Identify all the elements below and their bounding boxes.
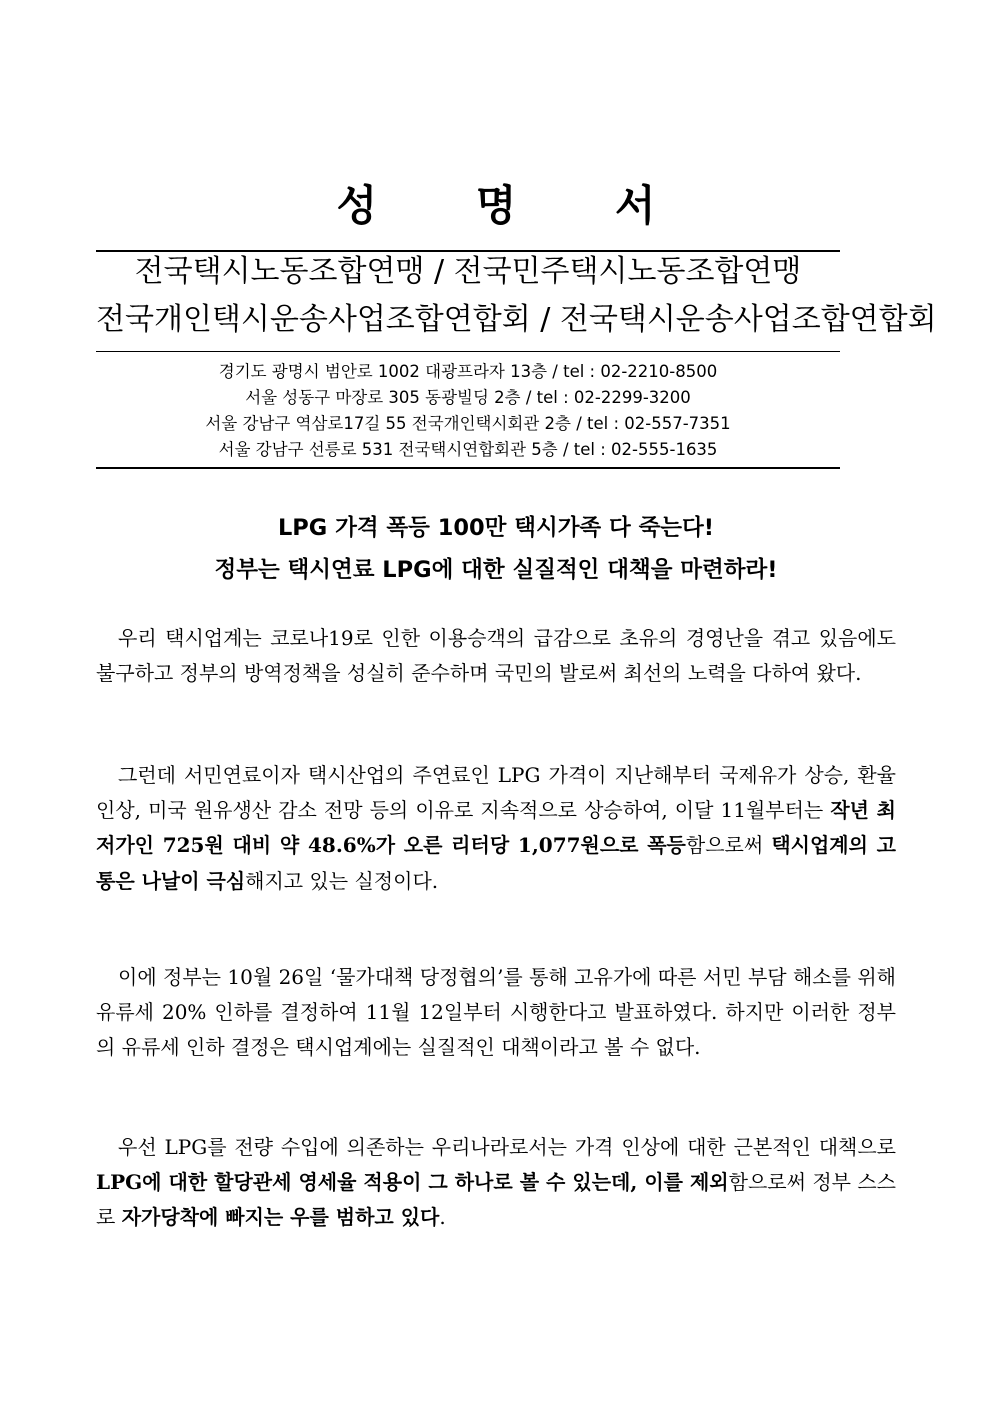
- paragraph-4-text-2: 함으로써 정부 스스로: [96, 1170, 897, 1230]
- paragraph-4: [96, 1130, 896, 1236]
- address-line-2: 서울 성동구 마장로 305 동광빌딩 2층 / tel : 02-2299-3200: [245, 388, 691, 407]
- paragraph-2-bold-2: 택시업계의 고통은 나날이 극심: [96, 833, 897, 893]
- paragraph-4-text-1: 우선 LPG를 전량 수입에 의존하는 우리나라로서는 가격 인상에 대한 근본적인 대책으로: [118, 1135, 896, 1159]
- organizations-line-1: 전국택시노동조합연맹 / 전국민주택시노동조합연맹: [134, 254, 802, 289]
- bottom-rule: [96, 467, 840, 469]
- paragraph-4-text-3: .: [439, 1205, 446, 1230]
- organizations-line-2: 전국개인택시운송사업조합연합회 / 전국택시운송사업조합연합회: [96, 302, 937, 337]
- paragraph-2-text-1: 그런데 서민연료이자 택시산업의 주연료인 LPG 가격이 지난해부터 국제유가 상승, 환율 인상, 미국 원유생산 감소 전망 등의 이유로 지속적으로 상승하여, 이달 11월부터는: [96, 763, 896, 823]
- paragraph-2-bold-1: 작년 최저가인 725원 대비 약 48.6%가 오른 리터당 1,077원으로 폭등: [96, 798, 896, 858]
- middle-rule: [96, 351, 840, 352]
- address-line-1: 경기도 광명시 범안로 1002 대광프라자 13층 / tel : 02-2210-8500: [218, 362, 718, 381]
- paragraph-4-bold-2: 자가당착에 빠지는 우를 범하고 있다: [121, 1205, 440, 1230]
- address-line-4: 서울 강남구 선릉로 531 전국택시연합회관 5층 / tel : 02-555-1635: [218, 440, 718, 459]
- headline-2: 정부는 택시연료 LPG에 대한 실질적인 대책을 마련하라!: [214, 557, 778, 583]
- paragraph-2: [96, 758, 896, 899]
- page-title: 성 명 서: [336, 181, 698, 230]
- paragraph-3: 이에 정부는 10월 26일 ‘물가대책 당정협의’를 통해 고유가에 따른 서민 부담 해소를 위해 유류세 20% 인하를 결정하여 11월 12일부터 시행한다고 발표하였다. 하지만 이러한 정부의 유류세 인하 결정은 택시업계에는 실질적인 대책이라고 볼 수 없다.: [96, 965, 896, 1060]
- paragraph-1: 우리 택시업계는 코로나19로 인한 이용승객의 급감으로 초유의 경영난을 겪고 있음에도 불구하고 정부의 방역정책을 성실히 준수하며 국민의 발로써 최선의 노력을 다하여 왔다.: [96, 626, 896, 686]
- paragraph-2-text-2: 함으로써: [685, 833, 772, 858]
- paragraph-4-bold-1: LPG에 대한 할당관세 영세율 적용이 그 하나로 볼 수 있는데, 이를 제외: [96, 1170, 729, 1195]
- headline-1: LPG 가격 폭등 100만 택시가족 다 죽는다!: [277, 515, 715, 541]
- paragraph-2-text-3: 해지고 있는 실정이다.: [245, 868, 439, 893]
- address-line-3: 서울 강남구 역삼로17길 55 전국개인택시회관 2층 / tel : 02-557-7351: [205, 414, 731, 433]
